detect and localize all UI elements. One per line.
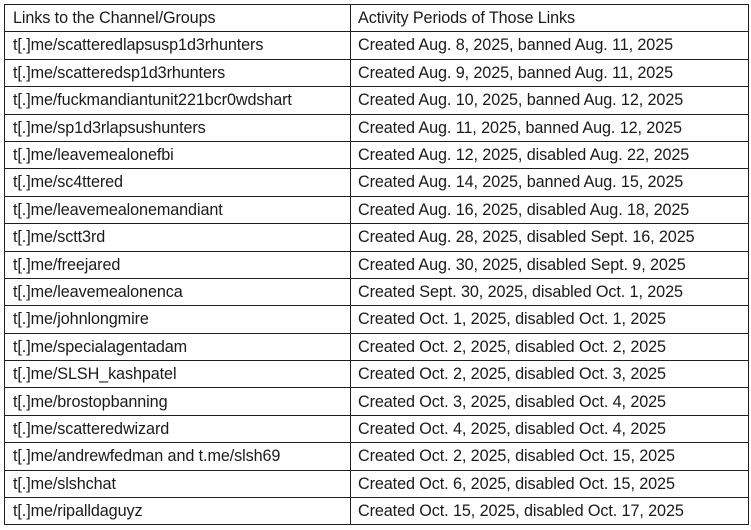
table-row <box>5 361 749 388</box>
activity-period-cell: Created Oct. 6, 2025, disabled Oct. 15, 2025 <box>351 470 749 497</box>
link-cell: t[.]me/leavemealonefbi <box>5 141 351 168</box>
activity-period-cell: Created Aug. 14, 2025, banned Aug. 15, 2025 <box>351 169 749 196</box>
table-row <box>5 141 749 168</box>
links-activity-table <box>4 4 749 525</box>
column-header-activity-periods: Activity Periods of Those Links <box>351 5 749 32</box>
link-cell: t[.]me/sc4ttered <box>5 169 351 196</box>
link-cell: t[.]me/ripalldaguyz <box>5 498 351 525</box>
activity-period-cell: Created Sept. 30, 2025, disabled Oct. 1, 2025 <box>351 278 749 305</box>
table-row <box>5 114 749 141</box>
activity-period-cell: Created Aug. 16, 2025, disabled Aug. 18, 2025 <box>351 196 749 223</box>
link-cell: t[.]me/freejared <box>5 251 351 278</box>
activity-period-cell: Created Oct. 15, 2025, disabled Oct. 17, 2025 <box>351 498 749 525</box>
document <box>4 4 749 525</box>
table-row <box>5 498 749 525</box>
activity-period-cell: Created Aug. 30, 2025, disabled Sept. 9, 2025 <box>351 251 749 278</box>
activity-period-cell: Created Aug. 12, 2025, disabled Aug. 22, 2025 <box>351 141 749 168</box>
table-row <box>5 470 749 497</box>
column-header-links: Links to the Channel/Groups <box>5 5 351 32</box>
table-row <box>5 169 749 196</box>
activity-period-cell: Created Aug. 11, 2025, banned Aug. 12, 2025 <box>351 114 749 141</box>
activity-period-cell: Created Aug. 8, 2025, banned Aug. 11, 2025 <box>351 32 749 59</box>
link-cell: t[.]me/scatteredlapsusp1d3rhunters <box>5 32 351 59</box>
link-cell: t[.]me/leavemealonemandiant <box>5 196 351 223</box>
activity-period-cell: Created Oct. 4, 2025, disabled Oct. 4, 2025 <box>351 415 749 442</box>
link-cell: t[.]me/specialagentadam <box>5 333 351 360</box>
activity-period-cell: Created Aug. 9, 2025, banned Aug. 11, 2025 <box>351 59 749 86</box>
table-row <box>5 333 749 360</box>
activity-period-cell: Created Oct. 2, 2025, disabled Oct. 3, 2025 <box>351 361 749 388</box>
link-cell: t[.]me/sctt3rd <box>5 224 351 251</box>
activity-period-cell: Created Oct. 2, 2025, disabled Oct. 2, 2025 <box>351 333 749 360</box>
activity-period-cell: Created Aug. 10, 2025, banned Aug. 12, 2025 <box>351 87 749 114</box>
table-row <box>5 251 749 278</box>
link-cell: t[.]me/scatteredsp1d3rhunters <box>5 59 351 86</box>
table-row <box>5 196 749 223</box>
link-cell: t[.]me/johnlongmire <box>5 306 351 333</box>
link-cell: t[.]me/scatteredwizard <box>5 415 351 442</box>
table-row <box>5 278 749 305</box>
link-cell: t[.]me/leavemealonenca <box>5 278 351 305</box>
link-cell: t[.]me/SLSH_kashpatel <box>5 361 351 388</box>
table-header-row <box>5 5 749 32</box>
table-row <box>5 224 749 251</box>
link-cell: t[.]me/brostopbanning <box>5 388 351 415</box>
table-row <box>5 415 749 442</box>
table-row <box>5 32 749 59</box>
table-row <box>5 306 749 333</box>
activity-period-cell: Created Oct. 2, 2025, disabled Oct. 15, 2025 <box>351 443 749 470</box>
table-row <box>5 87 749 114</box>
activity-period-cell: Created Aug. 28, 2025, disabled Sept. 16, 2025 <box>351 224 749 251</box>
link-cell: t[.]me/sp1d3rlapsushunters <box>5 114 351 141</box>
table-row <box>5 443 749 470</box>
table-row <box>5 59 749 86</box>
link-cell: t[.]me/fuckmandiantunit221bcr0wdshart <box>5 87 351 114</box>
link-cell: t[.]me/slshchat <box>5 470 351 497</box>
link-cell: t[.]me/andrewfedman and t.me/slsh69 <box>5 443 351 470</box>
table-row <box>5 388 749 415</box>
activity-period-cell: Created Oct. 1, 2025, disabled Oct. 1, 2025 <box>351 306 749 333</box>
activity-period-cell: Created Oct. 3, 2025, disabled Oct. 4, 2025 <box>351 388 749 415</box>
